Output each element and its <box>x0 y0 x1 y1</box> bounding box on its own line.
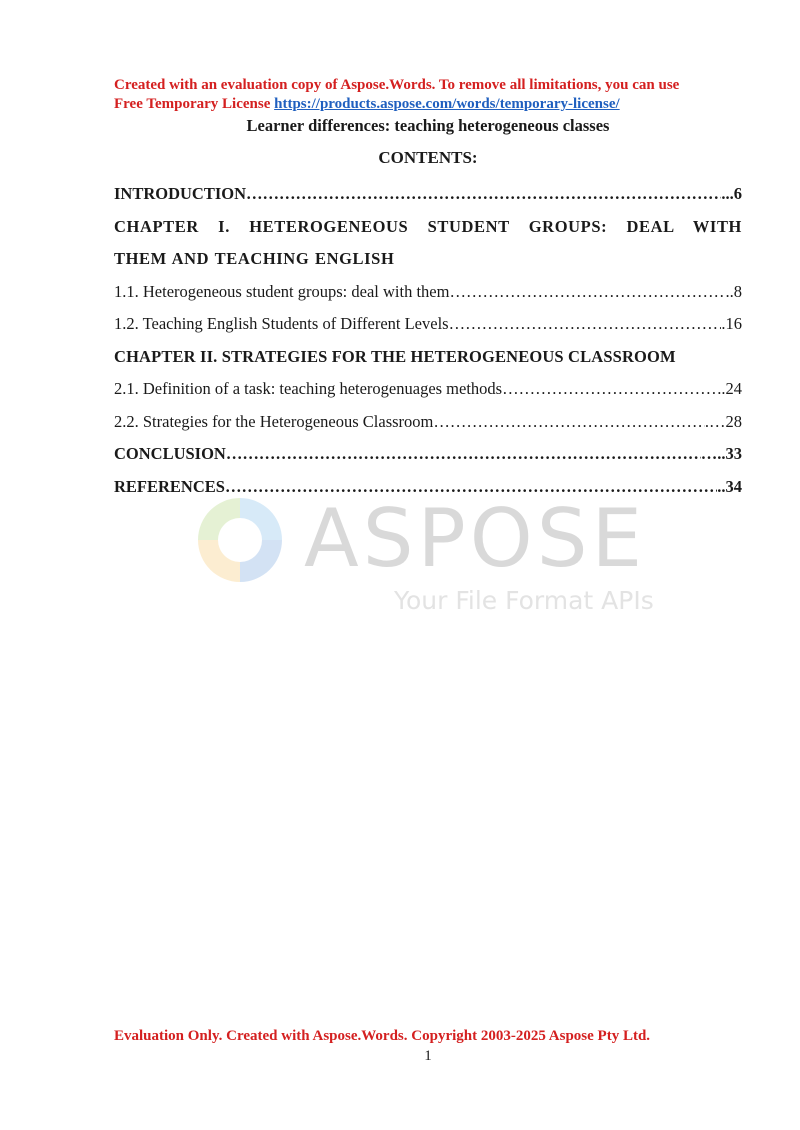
toc-entry-chapter1-line2[interactable]: THEM AND TEACHING ENGLISH <box>114 249 395 268</box>
toc-page-number: ..34 <box>717 476 742 496</box>
toc-page-number: .24 <box>721 379 742 398</box>
page-number: 1 <box>424 1048 432 1064</box>
toc-entry-label: REFERENCES <box>114 476 225 496</box>
evaluation-notice-line2 <box>114 95 754 114</box>
toc-leader-dots <box>226 438 701 471</box>
toc-entry-conclusion[interactable] <box>114 438 742 471</box>
document-title: Learner differences: teaching heterogeneous classes <box>246 116 610 135</box>
toc-entry-label: 1.2. Teaching English Students of Different Levels <box>114 314 449 333</box>
toc-leader-dots <box>449 308 722 341</box>
toc-page-number: …..33 <box>700 444 742 463</box>
evaluation-footer: Evaluation Only. Created with Aspose.Words. Copyright 2003-2025 Aspose Pty Ltd. <box>114 1028 651 1044</box>
toc-page-number: .16 <box>721 314 742 333</box>
toc-entry-label: 1.1. Heterogeneous student groups: deal with them <box>114 281 450 301</box>
aspose-watermark <box>190 490 680 630</box>
toc-page-number: .…28 <box>704 411 742 431</box>
toc-entry-2-1[interactable] <box>114 373 742 406</box>
temporary-license-link[interactable]: https://products.aspose.com/words/temporary-license/ <box>274 96 620 112</box>
evaluation-notice-line1: Created with an evaluation copy of Aspose.Words. To remove all limitations, you can use <box>114 77 680 93</box>
toc-page-number: ..8 <box>725 281 742 301</box>
watermark-brand-text: ASPOSE <box>304 492 647 585</box>
toc-page-number: ...6 <box>721 184 742 203</box>
table-of-contents <box>114 178 742 503</box>
toc-entry-2-2[interactable] <box>114 406 742 439</box>
license-prefix: Free Temporary License <box>114 96 275 112</box>
toc-entry-label: CONCLUSION <box>114 444 226 463</box>
aspose-logo-icon <box>190 490 290 590</box>
toc-leader-dots <box>433 406 704 439</box>
toc-entry-chapter1-line1[interactable]: CHAPTER I. HETEROGENEOUS STUDENT GROUPS: DEAL WITH <box>114 216 742 236</box>
toc-leader-dots <box>502 373 721 406</box>
evaluation-notice <box>114 76 754 114</box>
toc-entry-1-1[interactable] <box>114 276 742 309</box>
toc-leader-dots <box>449 276 725 309</box>
toc-entry-label: INTRODUCTION <box>114 184 247 203</box>
toc-entry-label: 2.2. Strategies for the Heterogeneous Classroom <box>114 411 434 431</box>
toc-entry-label: 2.1. Definition of a task: teaching heterogenuages methods <box>114 379 503 398</box>
toc-entry-introduction[interactable] <box>114 178 742 211</box>
contents-heading: CONTENTS: <box>378 148 478 167</box>
toc-leader-dots <box>246 178 721 211</box>
watermark-tagline: Your File Format APIs <box>394 586 654 615</box>
toc-entry-chapter2[interactable]: CHAPTER II. STRATEGIES FOR THE HETEROGENEOUS CLASSROOM <box>114 346 676 366</box>
toc-entry-1-2[interactable] <box>114 308 742 341</box>
